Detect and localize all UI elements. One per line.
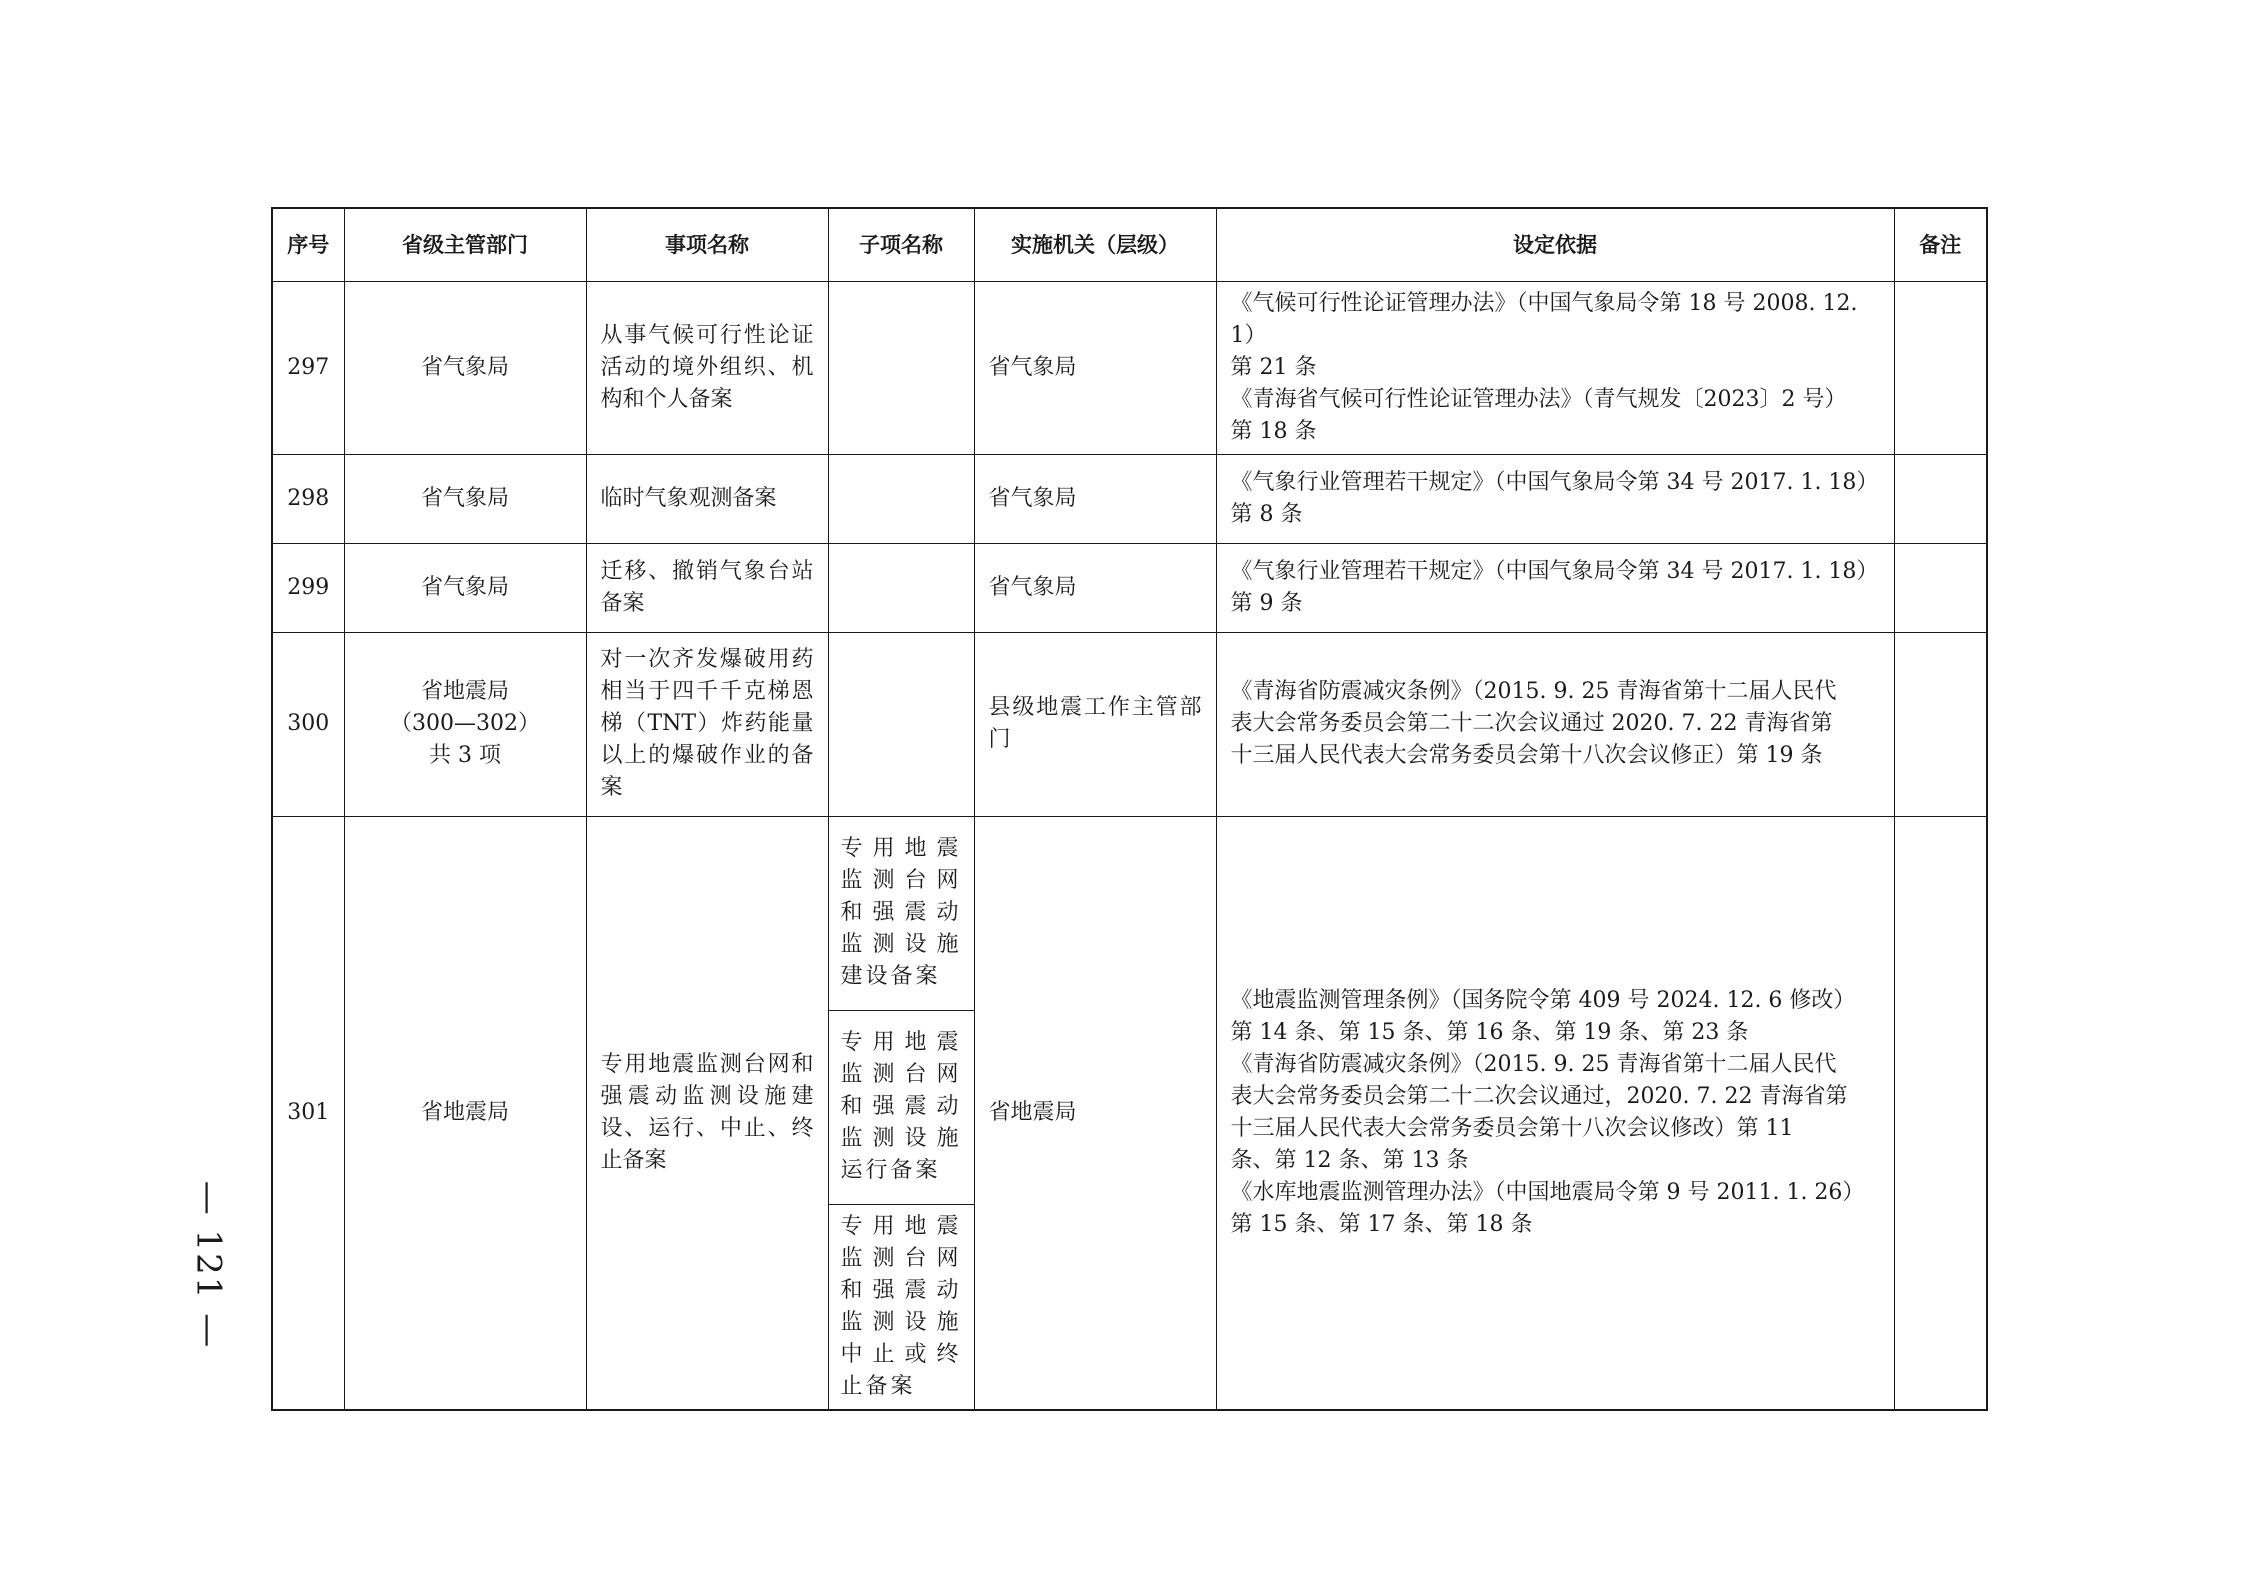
page-number-text: — 121 — (188, 1180, 229, 1350)
header-dept: 省级主管部门 (344, 208, 586, 281)
basis-line: 条、第 12 条、第 13 条 (1230, 1147, 1469, 1173)
dept-line: 省气象局 (420, 574, 509, 600)
dept-line: 共 3 项 (429, 743, 501, 768)
cell-item: 迁移、撤销气象台站备案 (586, 543, 828, 632)
cell-remark (1894, 632, 1987, 816)
basis-line: 表大会常务委员会第二十二次会议通过 2020. 7. 22 青海省第 (1230, 711, 1833, 736)
cell-seq: 301 (272, 816, 344, 1410)
cell-item: 临时气象观测备案 (586, 454, 828, 543)
cell-dept (344, 816, 586, 1410)
table-row (272, 454, 1987, 543)
cell-item: 专用地震监测台网和强震动监测设施建设、运行、中止、终止备案 (586, 816, 828, 1410)
cell-basis (1216, 543, 1894, 632)
cell-sub (828, 543, 974, 632)
cell-agency: 省地震局 (974, 816, 1216, 1410)
cell-basis (1216, 454, 1894, 543)
cell-sub (828, 632, 974, 816)
cell-basis (1216, 632, 1894, 816)
cell-sub: 专用地震监测台网和强震动监测设施建设备案 (828, 816, 974, 1010)
cell-dept (344, 543, 586, 632)
cell-item: 从事气候可行性论证活动的境外组织、机构和个人备案 (586, 281, 828, 454)
cell-remark (1894, 281, 1987, 454)
basis-line: 《青海省防震减灾条例》（2015. 9. 25 青海省第十二届人民代 (1230, 1051, 1837, 1077)
cell-dept (344, 281, 586, 454)
cell-remark (1894, 816, 1987, 1410)
basis-line: 十三届人民代表大会常务委员会第十八次会议修正）第 19 条 (1230, 743, 1823, 768)
page-number (178, 1180, 238, 1350)
table-row (272, 816, 1987, 1010)
cell-seq: 297 (272, 281, 344, 454)
header-sub: 子项名称 (828, 208, 974, 281)
basis-line: 第 15 条、第 17 条、第 18 条 (1230, 1211, 1533, 1237)
header-row (272, 208, 1987, 281)
cell-seq: 300 (272, 632, 344, 816)
header-seq: 序号 (272, 208, 344, 281)
cell-sub (828, 281, 974, 454)
cell-dept (344, 632, 586, 816)
basis-line: 《水库地震监测管理办法》（中国地震局令第 9 号 2011. 1. 26） (1230, 1179, 1865, 1205)
header-remark: 备注 (1894, 208, 1987, 281)
cell-item: 对一次齐发爆破用药相当于四千千克梯恩梯（TNT）炸药能量以上的爆破作业的备案 (586, 632, 828, 816)
basis-line: 《气象行业管理若干规定》（中国气象局令第 34 号 2017. 1. 18） (1230, 469, 1879, 495)
cell-sub: 专用地震监测台网和强震动监测设施中止或终止备案 (828, 1204, 974, 1410)
cell-agency: 县级地震工作主管部门 (974, 632, 1216, 816)
cell-remark (1894, 454, 1987, 543)
cell-agency: 省气象局 (974, 543, 1216, 632)
dept-line: 省气象局 (420, 354, 509, 380)
basis-line: 《地震监测管理条例》（国务院令第 409 号 2024. 12. 6 修改） (1230, 987, 1856, 1013)
cell-dept (344, 454, 586, 543)
basis-line: 《气象行业管理若干规定》（中国气象局令第 34 号 2017. 1. 18） (1230, 558, 1879, 584)
cell-seq: 298 (272, 454, 344, 543)
cell-sub (828, 454, 974, 543)
dept-line: （300—302） (390, 711, 540, 736)
cell-sub: 专用地震监测台网和强震动监测设施运行备案 (828, 1010, 974, 1204)
table-row (272, 632, 1987, 816)
basis-line: 第 9 条 (1230, 590, 1303, 616)
header-basis: 设定依据 (1216, 208, 1894, 281)
dept-line: 省地震局 (420, 679, 509, 704)
table-row (272, 543, 1987, 632)
cell-agency: 省气象局 (974, 454, 1216, 543)
header-agency: 实施机关（层级） (974, 208, 1216, 281)
basis-line: 表大会常务委员会第二十二次会议通过，2020. 7. 22 青海省第 (1230, 1083, 1848, 1109)
dept-line: 省气象局 (420, 485, 509, 511)
cell-agency: 省气象局 (974, 281, 1216, 454)
basis-line: 第 18 条 (1230, 418, 1317, 444)
cell-basis (1216, 816, 1894, 1410)
basis-line: 《青海省气候可行性论证管理办法》（青气规发〔2023〕2 号） (1230, 386, 1847, 412)
cell-basis (1216, 281, 1894, 454)
cell-seq: 299 (272, 543, 344, 632)
basis-line: 《气候可行性论证管理办法》（中国气象局令第 18 号 2008. 12. 1） (1230, 290, 1858, 348)
basis-line: 第 8 条 (1230, 501, 1303, 527)
basis-line: 《青海省防震减灾条例》（2015. 9. 25 青海省第十二届人民代 (1230, 679, 1837, 704)
header-item: 事项名称 (586, 208, 828, 281)
basis-line: 第 21 条 (1230, 354, 1317, 380)
table-row (272, 281, 1987, 454)
records-table (271, 207, 1988, 1411)
basis-line: 十三届人民代表大会常务委员会第十八次会议修改）第 11 (1230, 1115, 1794, 1141)
dept-line: 省地震局 (420, 1099, 509, 1125)
basis-line: 第 14 条、第 15 条、第 16 条、第 19 条、第 23 条 (1230, 1019, 1749, 1045)
cell-remark (1894, 543, 1987, 632)
